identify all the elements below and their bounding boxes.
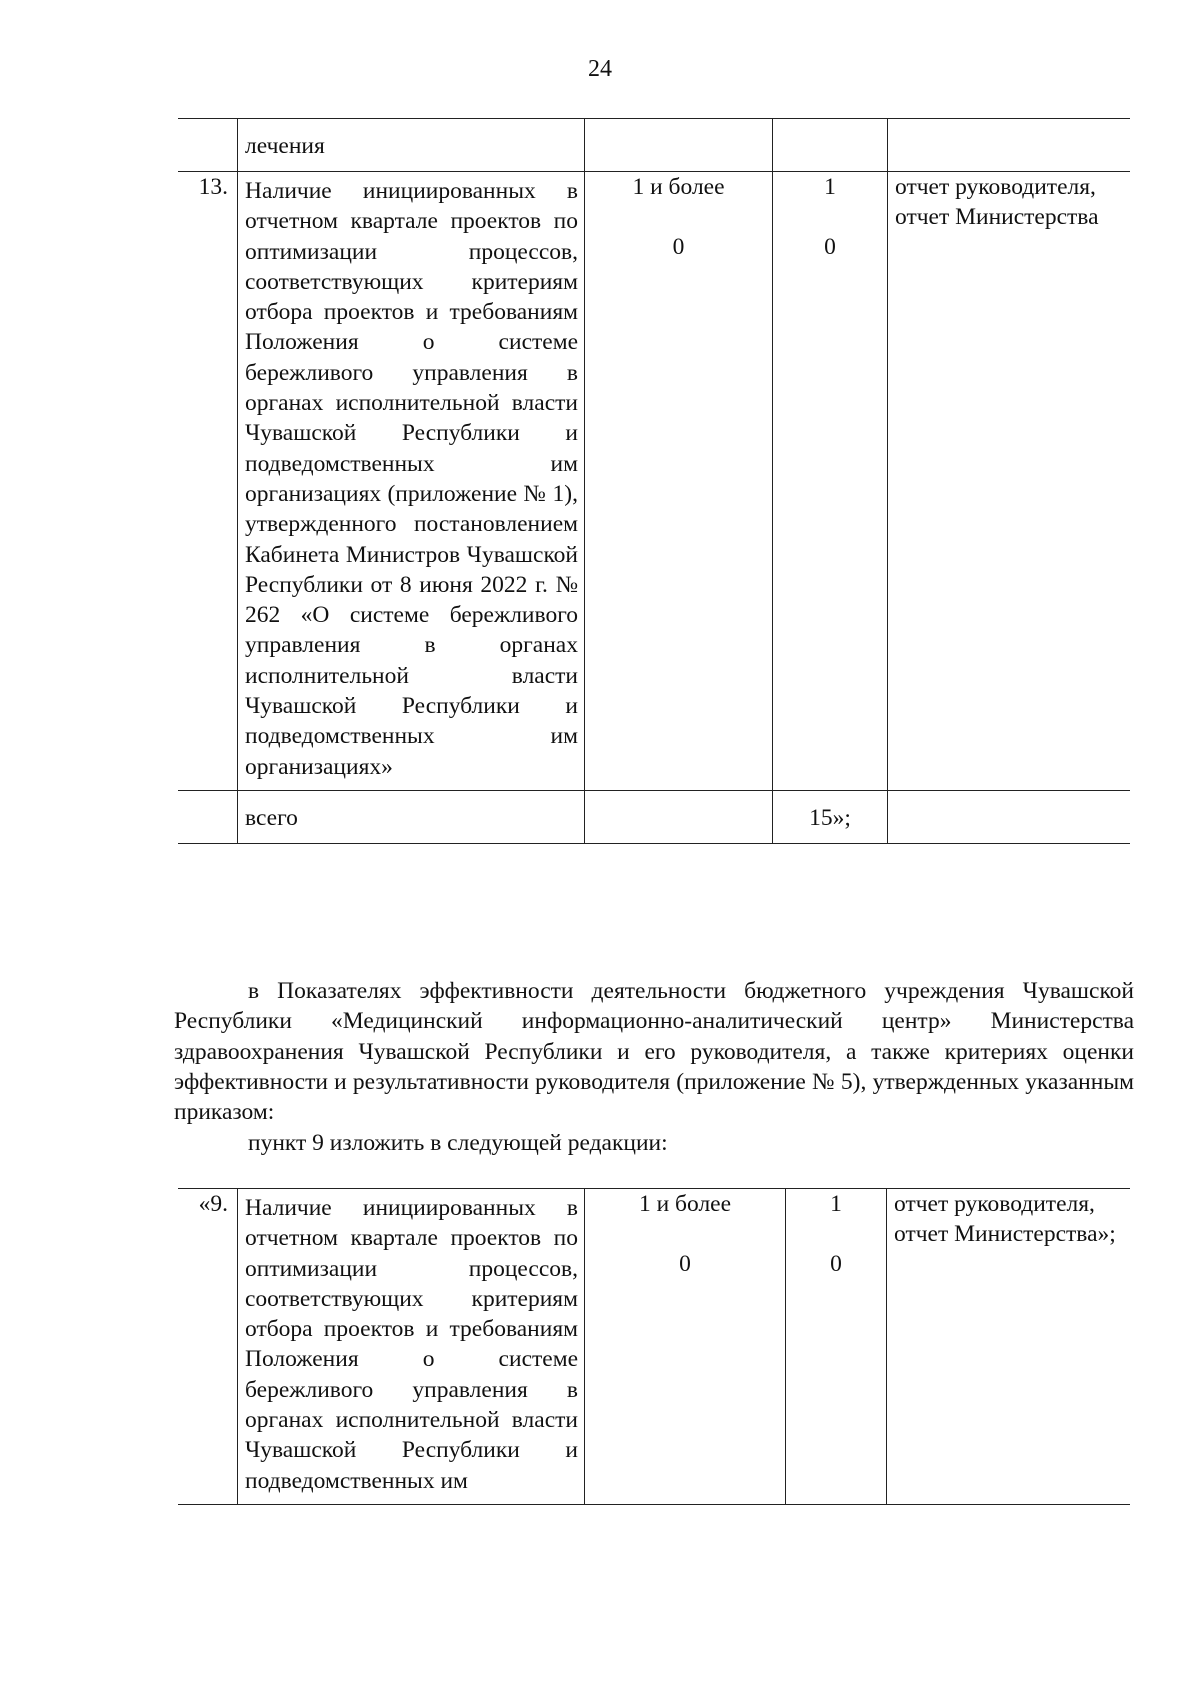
criterion-text: лечения: [245, 133, 325, 159]
source-text: отчет руководителя, отчет Министерства: [895, 174, 1099, 231]
value-2: 0: [672, 234, 685, 261]
table-row: [178, 790, 1130, 843]
source-cell: [887, 1189, 1131, 1505]
table-row: [178, 172, 1130, 791]
paragraph-2: пункт 9 изложить в следующей редакции:: [248, 1130, 668, 1156]
total-label: всего: [245, 804, 298, 831]
value-cell: [585, 119, 773, 172]
score-cell: [773, 790, 888, 843]
value-cell: [585, 172, 773, 791]
source-cell: [888, 119, 1131, 172]
row-number: [178, 119, 238, 172]
criterion-text: Наличие инициированных в отчетном квартале проектов по оптимизации процессов, соответствующих критериям отбора проектов и требованиям Положения о системе бережливого управления в органах исполнительной власти Чувашской Республики и подведомственных им: [245, 1195, 578, 1494]
score-1: 1: [824, 174, 836, 200]
criterion-text: Наличие инициированных в отчетном квартале проектов по оптимизации процессов, соответствующих критериям отбора проектов и требованиям Положения о системе бережливого управления в органах исполнительной власти Чувашской Республики и подведомственных им организациях (приложение № 1), утвержденного постановлением Кабинета Министров Чувашской Республики от 8 июня 2022 г. № 262 «О системе бережливого управления в органах исполнительной власти Чувашской Республики и подведомственных им организациях»: [245, 178, 578, 780]
row-number: «9.: [178, 1189, 238, 1505]
table-row: [178, 119, 1130, 172]
row-number: [178, 790, 238, 843]
source-text: отчет руководителя, отчет Министерства»;: [894, 1191, 1116, 1248]
source-cell: [888, 790, 1131, 843]
indicators-table-1: [178, 118, 1130, 844]
indicators-table-2: [178, 1188, 1130, 1505]
score-2: 0: [824, 234, 836, 261]
value-cell: [585, 790, 773, 843]
value-1: 1 и более: [638, 1191, 732, 1217]
value-2: 0: [679, 1251, 691, 1278]
paragraph-1: в Показателях эффективности деятельности бюджетного учреждения Чувашской Республики «Медицинский информационно-аналитический центр» Министерства здравоохранения Чувашской Республики и его руководителя, а также критериях оценки эффективности и результативности руководителя (приложение № 5), утвержденных указанным приказом:: [174, 978, 1134, 1126]
page-number: 24: [588, 56, 612, 82]
score-2: 0: [830, 1251, 842, 1278]
table-row: [178, 1189, 1130, 1505]
value-cell: [585, 1189, 786, 1505]
score-cell: [773, 172, 888, 791]
value-1: 1 и более: [632, 174, 725, 200]
criterion-cell: [238, 1189, 585, 1505]
source-cell: [888, 172, 1131, 791]
criterion-cell: [238, 790, 585, 843]
score-1: 1: [830, 1191, 842, 1217]
row-number: 13.: [178, 172, 238, 791]
score-cell: [773, 119, 888, 172]
criterion-cell: [238, 172, 585, 791]
score-cell: [786, 1189, 887, 1505]
total-score: 15»;: [809, 804, 851, 831]
criterion-cell: [238, 119, 585, 172]
